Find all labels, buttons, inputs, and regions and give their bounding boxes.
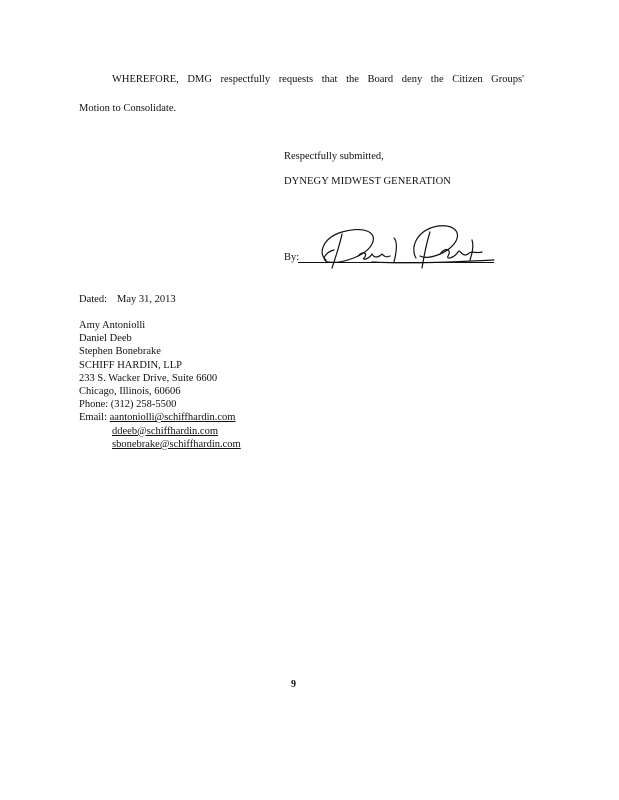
email-row: [79, 411, 241, 424]
company-name: DYNEGY MIDWEST GENERATION: [284, 176, 451, 187]
page-number: 9: [291, 679, 296, 690]
dated-date: May 31, 2013: [117, 294, 176, 305]
closing-text: Respectfully submitted,: [284, 151, 384, 162]
email-label: Email:: [79, 412, 107, 424]
email-link[interactable]: ddeeb@schiffhardin.com: [112, 425, 218, 437]
counsel-name: Stephen Bonebrake: [79, 346, 161, 358]
email-link[interactable]: sbonebrake@schiffhardin.com: [112, 438, 241, 450]
address-line-1: 233 S. Wacker Drive, Suite 6600: [79, 372, 218, 384]
phone-number: Phone: (312) 258-5500: [79, 399, 177, 411]
body-paragraph-1: WHEREFORE, DMG respectfully requests that the Board deny the Citizen Groups': [112, 74, 524, 85]
counsel-name: Daniel Deeb: [79, 333, 132, 345]
handwritten-signature: [312, 218, 502, 272]
signature-line: [298, 262, 494, 263]
email-link[interactable]: aantoniolli@schiffhardin.com: [109, 412, 236, 424]
by-label: By:: [284, 252, 300, 263]
dated-label: Dated:: [79, 294, 107, 305]
counsel-block: [79, 319, 241, 451]
address-line-2: Chicago, Illinois, 60606: [79, 386, 181, 398]
firm-name: SCHIFF HARDIN, LLP: [79, 359, 182, 371]
counsel-name: Amy Antoniolli: [79, 320, 146, 331]
dated-line: [79, 294, 176, 305]
body-paragraph-2: Motion to Consolidate.: [79, 103, 177, 114]
email-row: [79, 425, 241, 438]
email-row: [79, 438, 241, 451]
